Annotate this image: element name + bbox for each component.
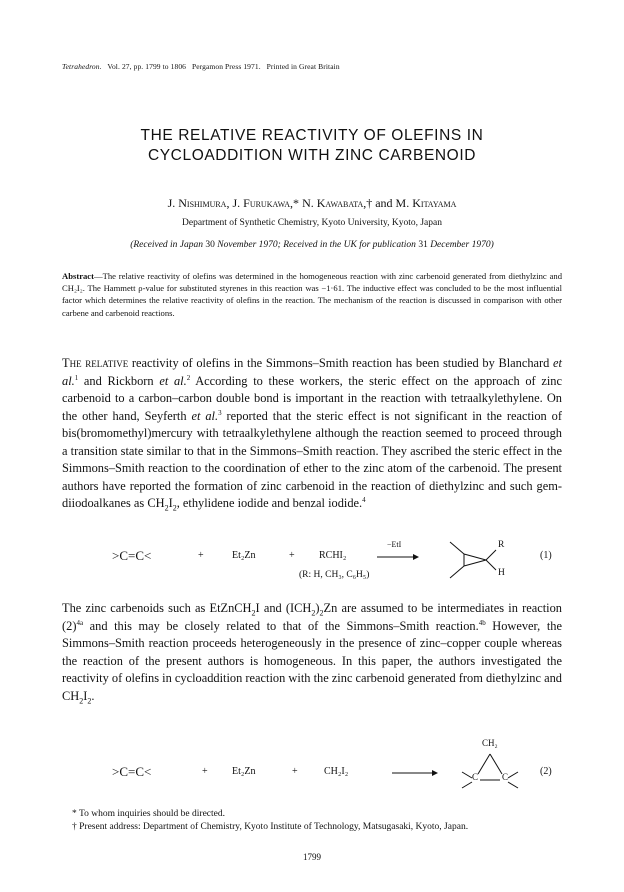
ref-4b: 4b	[478, 618, 486, 627]
author-3-name: Kawabata,†	[316, 196, 373, 210]
ref-1: 1	[74, 373, 79, 382]
eq2-ch2: CH₂	[482, 738, 498, 748]
abstract	[62, 270, 562, 319]
body2-text-6: .	[91, 688, 95, 703]
sub-2d: 2	[311, 608, 316, 618]
running-header	[62, 62, 340, 71]
author-2-name: Furukawa,*	[243, 196, 300, 210]
body1-text-5: , ethylidene iodide and benzal iodide.	[176, 496, 363, 510]
eq2-cyclopropane-icon	[452, 750, 536, 794]
body2-text-1: The zinc carbenoids such as EtZnCH	[62, 601, 252, 615]
equation-2	[62, 738, 562, 794]
footnote-1: * To whom inquiries should be directed.	[72, 809, 225, 819]
eq2-plus-1: +	[202, 766, 208, 777]
eq2-reagent-1: Et₂Zn	[232, 766, 256, 777]
received-day-1: 30	[205, 240, 215, 250]
author-1-name: Nishimura	[178, 196, 227, 210]
journal-name: Tetrahedron.	[62, 62, 102, 71]
body2-text-3: Zn are assumed to be intermediates in reaction (2)	[62, 601, 562, 633]
eq1-number: (1)	[540, 550, 552, 561]
ref-3: 3	[218, 408, 222, 417]
et-al-1: et al.	[62, 356, 562, 388]
paper-title	[0, 126, 624, 166]
sub-2e: 2	[319, 608, 324, 618]
body-paragraph-2	[62, 600, 562, 705]
body2-text-5: However, the Simmons–Smith reaction proceeds heterogeneously in the presence of zinc–copper couple whereas the reaction of the present authors is homogeneous. In this paper, the authors investigated the reactivity of olefins in cycloaddition reaction with the zinc carbenoid generated from diethylzinc and CH	[62, 618, 562, 703]
body-paragraph-1	[62, 355, 562, 513]
eq2-reaction-arrow	[392, 769, 438, 777]
eq2-olefin: >C=C<	[112, 764, 152, 779]
eq2-c-right: C	[502, 772, 509, 782]
abstract-label: Abstract	[62, 271, 94, 281]
footnotes	[62, 808, 562, 833]
body2-text-2: I and (ICH	[255, 601, 312, 615]
sub-2f: 2	[79, 695, 84, 705]
received-day-2: 31	[418, 240, 428, 250]
received-dates	[0, 240, 624, 250]
iodine-2: I	[83, 688, 88, 703]
sub-2b: 2	[172, 503, 177, 513]
lead-words: The relative	[62, 356, 129, 370]
publisher: Pergamon Press 1971.	[191, 62, 261, 71]
iodine: I	[168, 496, 173, 510]
paren-close: )	[315, 601, 320, 615]
affiliation: Department of Synthetic Chemistry, Kyoto University, Kyoto, Japan	[182, 218, 442, 228]
body2-text-4: and this may be closely related to that of the Simmons–Smith reaction.	[83, 618, 479, 633]
ref-4a: 4a	[76, 618, 84, 627]
eq1-reagent-1: Et₂Zn	[232, 550, 256, 561]
et-al-3: et al.	[191, 408, 219, 423]
abstract-text: —The relative reactivity of olefins was determined in the homogeneous reaction with zinc carbenoid generated from diethylzinc and CH₂I₂. The Hammett ρ-value for substituted styrenes in this reaction was −1·61. The inductive effect was concluded to be the most influential factor which determines the relative reactivity of olefins in the reaction. The mechanism of the reaction is discussed in comparison with other carbene and carbenoid reactions.	[62, 271, 562, 318]
body1-text-3: According to these workers, the steric effect on the approach of zinc carbenoid to a carbon–carbon double bond is important in the reaction with tetraalkylethylene. On the other hand, Seyferth	[62, 373, 562, 423]
eq2-c-left: C	[472, 772, 479, 782]
eq1-plus-1: +	[198, 550, 204, 561]
received-part-2: November 1970; Received in the UK for publication	[214, 240, 419, 250]
author-2-initial: , J.	[226, 196, 244, 210]
ref-2: 2	[186, 373, 191, 382]
eq1-conditions: (R: H, CH₃, C₆H₅)	[299, 570, 370, 580]
eq1-cyclopropane-icon	[444, 540, 506, 584]
author-4-initial: and M.	[372, 196, 413, 210]
page-number: 1799	[303, 852, 321, 862]
eq1-arrow-label: −EtI	[387, 540, 402, 549]
eq1-olefin: >C=C<	[112, 548, 152, 563]
eq1-h-label: H	[498, 568, 505, 578]
author-1-initial: J.	[167, 196, 179, 210]
volume-pages: Vol. 27, pp. 1799 to 1806	[107, 62, 187, 71]
printed-in: Printed in Great Britain	[266, 62, 340, 71]
eq2-plus-2: +	[292, 766, 298, 777]
sub-2g: 2	[87, 695, 92, 705]
body1-text-2: and Rickborn	[78, 373, 160, 388]
footnote-2: † Present address: Department of Chemistry, Kyoto Institute of Technology, Matsugasaki, Kyoto, Japan.	[72, 821, 469, 832]
received-part-1: (Received in Japan	[130, 240, 206, 250]
eq1-reagent-2: RCHI₂	[319, 550, 347, 561]
eq1-r-label: R	[498, 540, 505, 550]
eq2-reagent-2: CH₂I₂	[324, 766, 349, 777]
received-part-3: December 1970)	[427, 240, 494, 250]
eq2-number: (2)	[540, 766, 552, 777]
author-3-initial: N.	[299, 196, 317, 210]
title-line-2: CYCLOADDITION WITH ZINC CARBENOID	[147, 147, 477, 164]
author-4-name: Kitayama	[412, 196, 457, 210]
body1-text-4: reported that the steric effect is not significant in the reaction of bis(bromomethyl)mercury with tetraalkylethylene although the reaction seemed to proceed through a transition state similar to that in the Simmons–Smith reaction. They ascribed the steric effect in the Simmons–Smith reaction to the coordination of ether to the zinc atom of the carbenoid. The present authors have reported the formation of zinc carbenoid in the reaction of diethylzinc and such gem-diiodoalkanes as CH	[62, 408, 562, 510]
et-al-2: et al.	[159, 373, 187, 388]
author-list	[0, 196, 624, 211]
body1-text-1: reactivity of olefins in the Simmons–Smith reaction has been studied by Blanchard	[128, 356, 554, 370]
title-line-1: THE RELATIVE REACTIVITY OF OLEFINS IN	[140, 127, 484, 144]
ref-4: 4	[362, 495, 366, 504]
eq1-plus-2: +	[289, 550, 295, 561]
eq1-reaction-arrow	[377, 553, 419, 561]
sub-2c: 2	[251, 608, 256, 618]
equation-1	[62, 540, 562, 590]
sub-2: 2	[164, 503, 169, 513]
